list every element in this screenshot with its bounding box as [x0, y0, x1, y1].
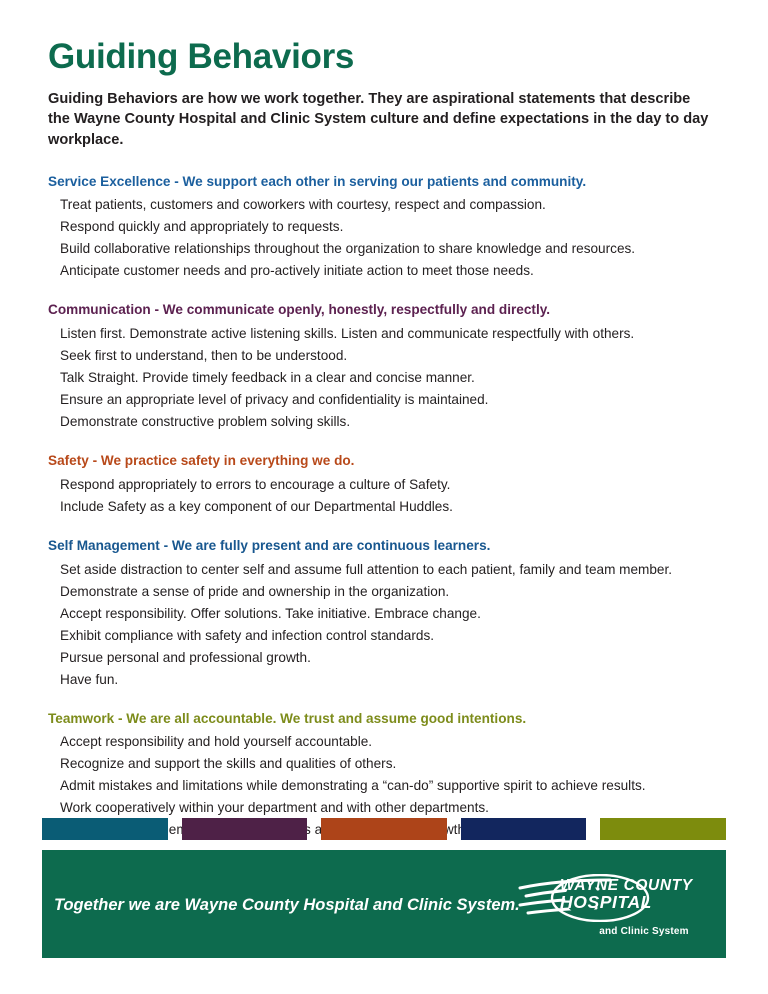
section-safety [48, 452, 722, 518]
intro-paragraph: Guiding Behaviors are how we work together. They are aspirational statements that describe the Wayne County Hospital and Clinic System culture and define expectations in the day to day workplace. [48, 90, 709, 148]
teal-bar [42, 818, 168, 840]
rust-bar [321, 818, 447, 840]
list-item: Demonstrate a sense of pride and ownership in the organization. [60, 583, 450, 599]
list-item: Treat patients, customers and coworkers with courtesy, respect and compassion. [60, 197, 546, 213]
plum-bar [182, 818, 308, 840]
section-heading: Communication - We communicate openly, honestly, respectfully and directly. [48, 302, 551, 318]
list-item: Recognize and support the skills and qualities of others. [60, 756, 397, 772]
color-bar-strip [42, 818, 726, 840]
logo-wordmark [560, 878, 710, 912]
list-item: Ensure an appropriate level of privacy and confidentiality is maintained. [60, 392, 489, 408]
section-item-list [48, 559, 722, 691]
wayne-county-hospital-logo [518, 866, 708, 946]
footer-banner [42, 850, 726, 958]
section-heading: Self Management - We are fully present and are continuous learners. [48, 537, 491, 553]
list-item: Exhibit compliance with safety and infection control standards. [60, 627, 435, 643]
list-item: Listen first. Demonstrate active listening skills. Listen and communicate respectfully with others. [60, 326, 635, 342]
section-item-list [48, 323, 722, 433]
list-item: Work cooperatively within your department and with other departments. [60, 800, 489, 816]
list-item: Pursue personal and professional growth. [60, 649, 311, 665]
document-content [48, 38, 722, 860]
section-self-management [48, 537, 722, 691]
section-service-excellence [48, 173, 722, 283]
list-item: Accept responsibility and hold yourself accountable. [60, 734, 373, 750]
section-communication [48, 301, 722, 433]
list-item: Anticipate customer needs and pro-actively initiate action to meet those needs. [60, 263, 534, 279]
logo-line-1: WAYNE COUNTY [560, 877, 693, 894]
list-item: Talk Straight. Provide timely feedback in a clear and concise manner. [60, 370, 475, 386]
list-item: Respond quickly and appropriately to requests. [60, 219, 344, 235]
logo-line-2: HOSPITAL [560, 891, 652, 912]
olive-bar [600, 818, 726, 840]
logo-line-3: and Clinic System [599, 926, 689, 937]
list-item: Respond appropriately to errors to encourage a culture of Safety. [60, 476, 451, 492]
list-item: Include Safety as a key component of our Departmental Huddles. [60, 498, 453, 514]
section-heading: Service Excellence - We support each other in serving our patients and community. [48, 173, 587, 189]
section-heading: Teamwork - We are all accountable. We trust and assume good intentions. [48, 710, 527, 726]
page-title: Guiding Behaviors [48, 37, 355, 76]
list-item: Seek first to understand, then to be understood. [60, 348, 348, 364]
list-item: Accept responsibility. Offer solutions. Take initiative. Embrace change. [60, 605, 481, 621]
navy-bar [461, 818, 587, 840]
section-heading: Safety - We practice safety in everything we do. [48, 453, 355, 469]
list-item: Admit mistakes and limitations while demonstrating a “can-do” supportive spirit to achieve results. [60, 778, 646, 794]
list-item: Set aside distraction to center self and assume full attention to each patient, family and team member. [60, 561, 673, 577]
list-item: Demonstrate constructive problem solving skills. [60, 414, 351, 430]
list-item: Build collaborative relationships throughout the organization to share knowledge and resources. [60, 241, 636, 257]
footer-tagline: Together we are Wayne County Hospital and Clinic System. [54, 896, 520, 914]
list-item: Have fun. [60, 671, 119, 687]
section-item-list [48, 474, 722, 518]
section-item-list [48, 194, 722, 282]
